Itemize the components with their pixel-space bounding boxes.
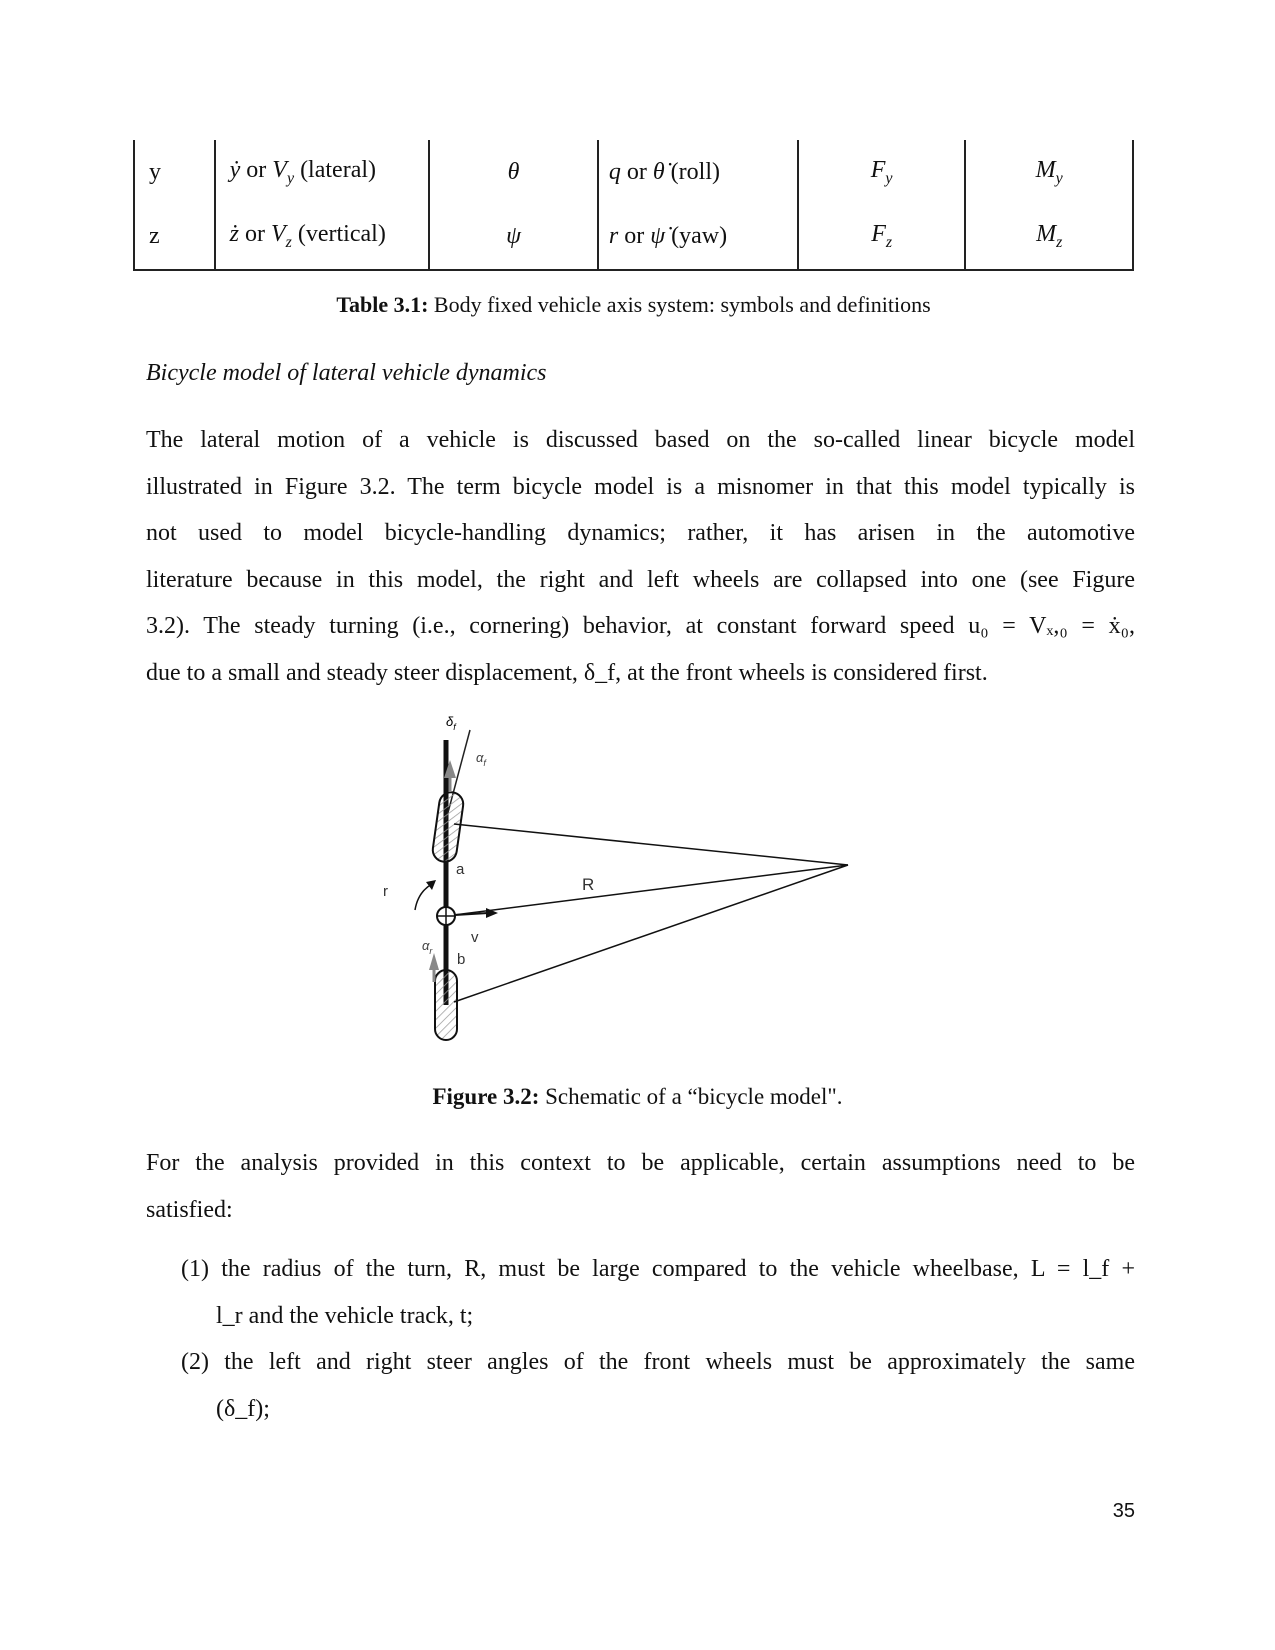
b-label: b [457,951,466,968]
alpha-r-label: $\alpha_r$ [422,938,433,956]
velocity-cell: ẏ or $V_y$ (lateral) [215,140,430,204]
force-cell: $F_y$ [798,140,966,204]
angle-cell: ψ [429,204,598,270]
paragraph-line: due to a small and steady steer displacement, δ_f, at the front wheels is considered first. [146,659,988,686]
list-line: l_r and the vehicle track, t; [216,1302,474,1329]
rate-cell: q or θ̇ (roll) [598,140,798,204]
velocity-cell: ż or $V_z$ (vertical) [215,204,430,270]
r-label: r [383,883,388,900]
paragraph-line: illustrated in Figure 3.2. The term bicycle model is a misnomer in that this model typically is [146,473,1135,500]
R-label: R [582,875,595,894]
table-row [134,204,1133,270]
list-line: (1) the radius of the turn, R, must be large compared to the vehicle wheelbase, L = l_f + [181,1256,1135,1282]
bicycle-model-figure [380,710,880,1070]
front-wheel [431,791,465,864]
a-label: a [456,861,465,878]
assumption-item [181,1246,1135,1339]
paragraph-line: literature because in this model, the right and left wheels are collapsed into one (see Figure [146,566,1135,593]
table-caption: Table 3.1: Body fixed vehicle axis system: symbols and definitions [336,292,931,317]
rear-radius-line [454,865,848,1002]
moment-cell: $M_y$ [965,140,1133,204]
yaw-rate-arrow [415,884,432,910]
page-number: 35 [1112,1500,1135,1522]
front-radius-line [454,824,848,865]
rate-cell: r or ψ̇ (yaw) [598,204,798,270]
list-line: (δ_f); [216,1395,270,1422]
radius-line [446,865,848,916]
delta-f-label: $\delta_f$ [446,714,456,732]
paragraph-line: satisfied: [146,1196,233,1223]
axis-cell: y [134,140,215,204]
figure-caption: Figure 3.2: Schematic of a “bicycle model". [432,1084,843,1109]
paragraph-line: For the analysis provided in this context to be applicable, certain assumptions need to be [146,1150,1135,1176]
v-label: v [471,929,479,946]
section-title: Bicycle model of lateral vehicle dynamics [146,360,547,386]
list-line: (2) the left and right steer angles of the front wheels must be approximately the same [181,1349,1135,1375]
moment-cell: $M_z$ [965,204,1133,270]
body-paragraph [146,417,1135,696]
velocity-vector [455,913,488,915]
axis-cell: z [134,204,215,270]
axis-table [133,140,1134,271]
table-row [134,140,1133,204]
alpha-f-label: $\alpha_f$ [476,750,486,768]
assumption-item [181,1339,1135,1432]
force-cell: $F_z$ [798,204,966,270]
body-paragraph [146,1140,1135,1233]
paragraph-line: not used to model bicycle-handling dynamics; rather, it has arisen in the automotive [146,520,1135,546]
angle-cell: θ [429,140,598,204]
paragraph-line: The lateral motion of a vehicle is discussed based on the so-called linear bicycle model [146,427,1135,453]
paragraph-line: 3.2). The steady turning (i.e., cornering) behavior, at constant forward speed u₀ = Vₓ,₀ = ẋ₀, [146,613,1135,639]
rear-wheel [435,970,457,1040]
